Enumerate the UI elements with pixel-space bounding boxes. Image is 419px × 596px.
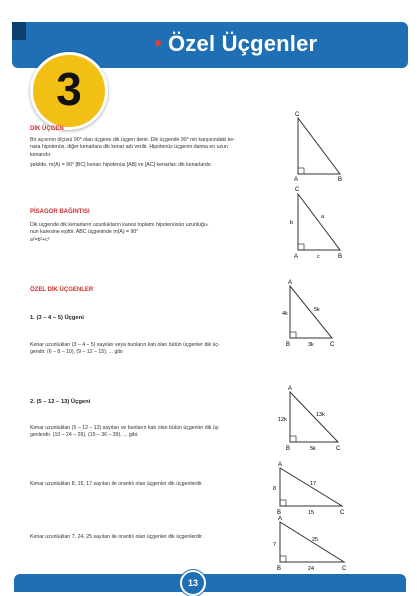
side-label-a: a xyxy=(321,214,325,220)
vertex-label-a: A xyxy=(288,386,293,392)
text-line: Kenar uzunlukları (3 – 4 – 5) sayıları veya bunların katı olan bütün üçgenler dik üç- xyxy=(30,342,220,348)
vertex-label-b: B xyxy=(286,446,291,452)
text-line: nun karesine eşittir. ABC üçgeninde m(A) = 90° xyxy=(30,229,139,236)
side-label-bottom: 3k xyxy=(308,342,314,348)
item1-title: 1. (3 – 4 – 5) Üçgeni xyxy=(30,315,84,321)
vertex-label-a: A xyxy=(278,462,283,468)
side-label-bottom: 24 xyxy=(308,566,315,572)
text-line: Dik üçgende dik kenarların uzunlukların karesi toplamı hipotenüsün uzunluğu- xyxy=(30,222,209,228)
vertex-label-b: B xyxy=(338,177,343,182)
dik-ucgen-paragraph xyxy=(30,137,280,170)
item2-paragraph xyxy=(30,425,275,440)
page-number: 13 xyxy=(180,570,206,596)
text-line: şekilde, m(A) = 90° [BC] kenarı hipotenüs [AB] ve [AC] kenarları dik kenarlardır. xyxy=(30,162,213,169)
right-triangle-figure-1 xyxy=(288,110,348,182)
side-label-left: 8 xyxy=(273,486,277,492)
side-label-left: 4k xyxy=(282,311,288,317)
vertex-label-a: A xyxy=(294,254,299,260)
side-label-bottom: 15 xyxy=(308,510,315,516)
title-bullet-icon xyxy=(155,40,161,46)
item1-paragraph xyxy=(30,342,275,357)
side-label-left: 12k xyxy=(278,417,287,423)
text-line: nara hipotenüs, diğer kenarlara dik kenar adı verilir. Hipotenüs üçgenin daima en uzun xyxy=(30,144,228,151)
chapter-title: Özel Üçgenler xyxy=(168,31,318,56)
header-corner-tab xyxy=(12,22,26,40)
side-label-hyp: 5k xyxy=(314,307,320,313)
item2-title: 2. (5 – 12 – 13) Üçgeni xyxy=(30,399,91,405)
section-heading-pisagor: PİSAGOR BAĞINTISI xyxy=(30,209,90,215)
pisagor-paragraph xyxy=(30,222,280,244)
text-line: kenarıdır. xyxy=(30,151,52,158)
text-line: Bir açısının ölçüsü 90° olan üçgene dik üçgen denir. Dik üçgende 90° nin karşısındaki ke- xyxy=(30,137,235,143)
side-label-left: 7 xyxy=(273,542,277,548)
text-line: genlerdir. (10 – 24 – 26), (15 – 36 – 39), ... gibi. xyxy=(30,432,139,439)
side-label-hyp: 13k xyxy=(316,412,325,418)
side-label-b: b xyxy=(290,220,294,226)
footer-bar xyxy=(14,574,406,592)
chapter-number: 3 xyxy=(56,63,82,115)
section-heading-dik-ucgen: DİK ÜÇGEN xyxy=(30,126,64,132)
side-label-hyp: 17 xyxy=(310,481,317,487)
vertex-label-a: A xyxy=(278,516,283,522)
triangle-7-24-25-figure xyxy=(270,514,350,574)
side-label-hyp: 25 xyxy=(312,537,319,543)
text-line: gendir. (6 – 8 – 10), (9 – 12 – 15), ... gibi xyxy=(30,349,123,356)
vertex-label-c: C xyxy=(330,342,335,348)
vertex-label-a: A xyxy=(288,280,293,286)
text-line: Kenar uzunlukları (5 – 12 – 13) sayıları ve bunların katı olan bütün üçgenler dik üç- xyxy=(30,425,221,431)
vertex-label-a: A xyxy=(294,177,299,182)
triangle-8-15-17-figure xyxy=(270,460,350,518)
vertex-label-c: C xyxy=(340,510,345,516)
vertex-label-c: C xyxy=(336,446,341,452)
vertex-label-c: C xyxy=(342,566,347,572)
vertex-label-b: B xyxy=(277,566,282,572)
section-heading-ozel: ÖZEL DİK ÜÇGENLER xyxy=(30,287,94,293)
vertex-label-c: C xyxy=(295,112,300,118)
vertex-label-b: B xyxy=(338,254,343,260)
vertex-label-c: C xyxy=(295,187,300,193)
formula: a²=b²+c² xyxy=(30,236,50,243)
item4-text: Kenar uzunlukları 7, 24, 25 sayıları ile orantılı olan üçgenler dik üçgenlerdir. xyxy=(30,534,204,540)
side-label-c: c xyxy=(317,254,320,260)
triangle-5-12-13-figure xyxy=(278,384,352,454)
vertex-label-b: B xyxy=(286,342,291,348)
triangle-3-4-5-figure xyxy=(280,278,346,348)
vertex-label-b: B xyxy=(277,510,282,516)
right-triangle-figure-2 xyxy=(288,184,348,260)
item3-text: Kenar uzunlukları 8, 15, 17 sayıları ile orantılı olan üçgenler dik üçgenlerdir. xyxy=(30,481,204,487)
side-label-bottom: 5k xyxy=(310,446,316,452)
